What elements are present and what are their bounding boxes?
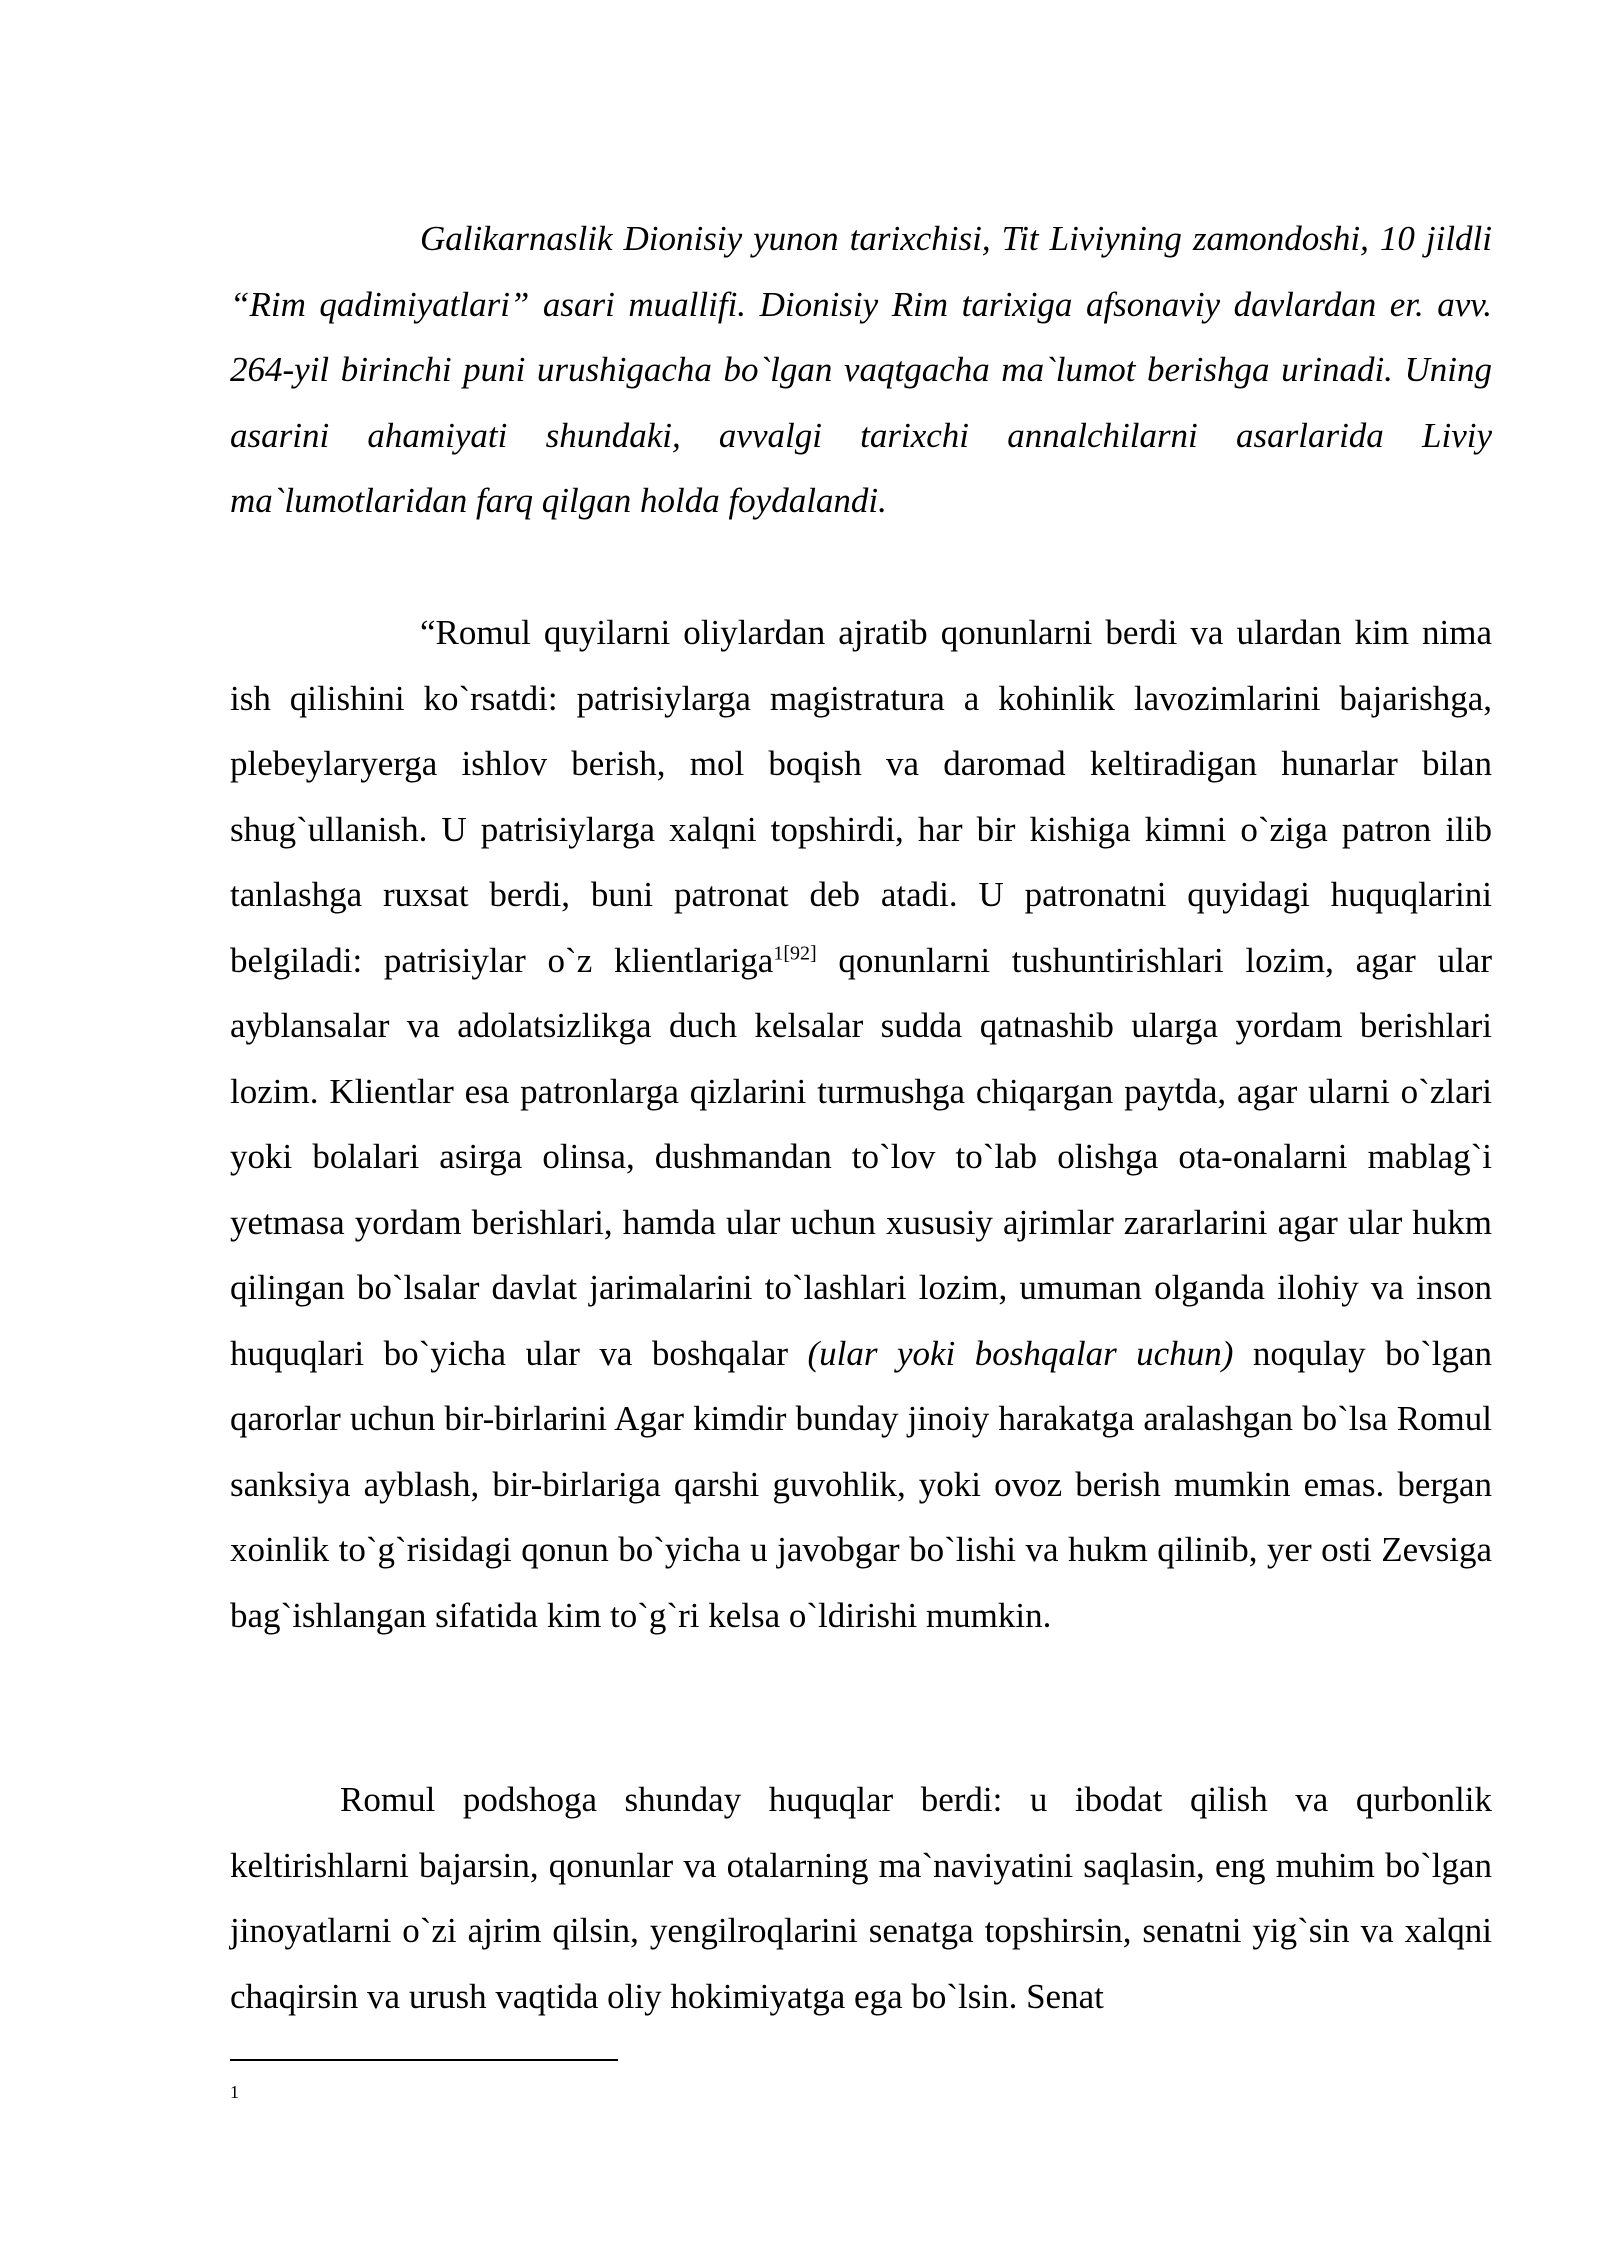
body-paragraph-1 <box>230 600 1492 1648</box>
paragraph-1-text-b: qonunlarni tushuntirishlari lozim, agar ular ayblansalar va adolatsizlikga duch kelsalar sudda qatnashib ularga yordam berishlari lozim. Klientlar esa patronlarga qizlarini turmushga chiqargan paytda, agar ularni o`zlari yoki bolalari asirga olinsa, dushmandan to`lov to`lab olishga ota-onalarni mablag`i yetmasa yordam berishlari, hamda ular uchun xususiy ajrimlar zararlarini agar ular hukm qilingan bo`lsalar davlat jarimalarini to`lashlari lozim, umuman olganda ilohiy va inson huquqlari bo`yicha ular va boshqalar <box>230 940 1492 1373</box>
paragraph-1-text-c: noqulay bo`lgan qarorlar uchun bir-birlarini Agar kimdir bunday jinoiy harakatga aralashgan bo`lsa Romul sanksiya ayblash, bir-birlariga qarshi guvohlik, yoki ovoz berish mumkin emas. bergan xoinlik to`g`risidagi qonun bo`yicha u javobgar bo`lishi va hukm qilinib, yer osti Zevsiga bag`ishlangan sifatida kim to`g`ri kelsa o`ldirishi mumkin. <box>230 1333 1492 1635</box>
paragraph-2-text: Romul podshoga shunday huquqlar berdi: u ibodat qilish va qurbonlik keltirishlarni bajarsin, qonunlar va otalarning ma`naviyatini saqlasin, eng muhim bo`lgan jinoyatlarni o`zi ajrim qilsin, yengilroqlarini senatga topshirsin, senatni yig`sin va xalqni chaqirsin va urush vaqtida oliy hokimiyatga ega bo`lsin. Senat <box>230 1780 1492 2016</box>
intro-text: Galikarnaslik Dionisiy yunon tarixchisi, Tit Liviyning zamondoshi, 10 jildli “Rim qadimiyatlari” asari muallifi. Dionisiy Rim tarixiga afsonaviy davlardan er. avv. 264-yil birinchi puni urushigacha bo`lgan vaqtgacha ma`lumot berishga urinadi. Uning asarini ahamiyati shundaki, avvalgi tarixchi annalchilarni asarlarida Liviy ma`lumotlaridan farq qilgan holda foydalandi. <box>230 219 1492 520</box>
paragraph-1-text-a: “Romul quyilarni oliylardan ajratib qonunlarni berdi va ulardan kim nima ish qilishini ko`rsatdi: patrisiylarga magistratura a kohinlik lavozimlarini bajarishga, plebeylaryerga ishlov berish, mol boqish va daromad keltiradigan hunarlar bilan shug`ullanish. U patrisiylarga xalqni topshirdi, har bir kishiga kimni o`ziga patron ilib tanlashga ruxsat berdi, buni patronat deb atadi. U patronatni quyidagi huquqlarini belgiladi: patrisiylar o`z klientlariga <box>230 613 1492 980</box>
intro-paragraph <box>230 206 1492 534</box>
paragraph-1-italic-phrase: (ular yoki boshqalar uchun) <box>807 1333 1234 1373</box>
footnote-reference[interactable]: 1[92] <box>773 941 817 964</box>
footnote-marker: 1 <box>230 2082 239 2102</box>
body-paragraph-2 <box>230 1767 1492 2029</box>
footnote-separator <box>230 2059 618 2061</box>
